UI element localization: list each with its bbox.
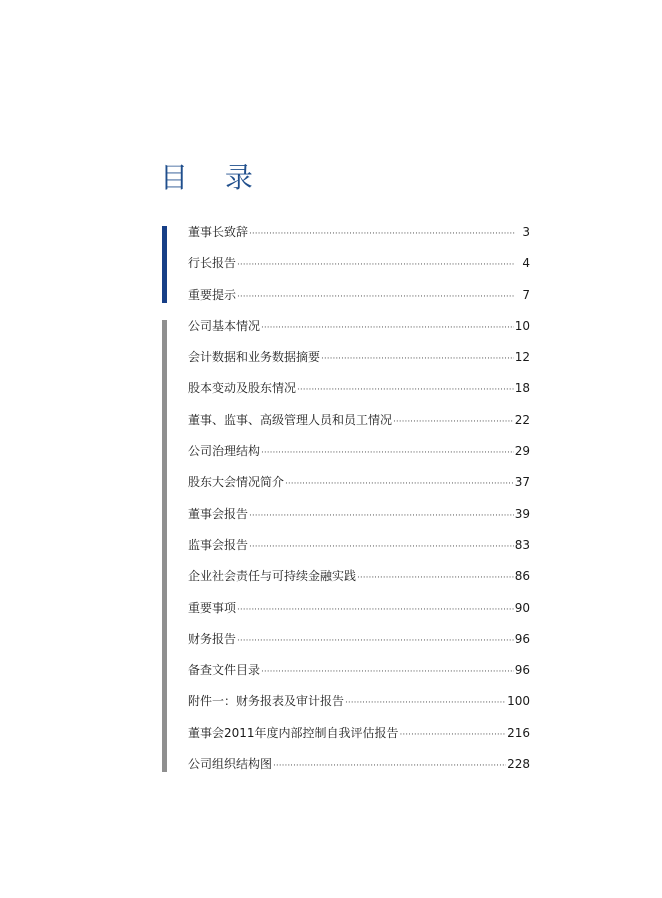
toc-entry-page: 22 (514, 412, 530, 427)
toc-entry-page: 86 (514, 569, 530, 584)
dot-leader (261, 448, 514, 458)
dot-leader (237, 605, 514, 615)
toc-entry-label: 股东大会情况简介 (188, 475, 285, 490)
dot-leader (345, 698, 506, 708)
toc-entry-label: 股本变动及股东情况 (188, 381, 297, 396)
toc-entry[interactable] (188, 599, 530, 630)
dot-leader (393, 417, 514, 427)
toc-entry[interactable] (188, 379, 530, 410)
dot-leader (357, 573, 514, 583)
toc-entry[interactable] (188, 692, 530, 723)
dot-leader (261, 667, 514, 677)
dot-leader (249, 511, 514, 521)
toc-entry-label: 公司基本情况 (188, 318, 261, 333)
toc-entry[interactable] (188, 505, 530, 536)
toc-entry[interactable] (188, 755, 530, 786)
toc-entry-label: 行长报告 (188, 256, 237, 271)
toc-entry-page: 83 (514, 537, 530, 552)
toc-entry[interactable] (188, 724, 530, 755)
toc-entry-label: 监事会报告 (188, 537, 249, 552)
dot-leader (237, 260, 515, 270)
toc-entry[interactable] (188, 254, 530, 285)
toc-entry-label: 董事会2011年度内部控制自我评估报告 (188, 725, 399, 740)
toc-entry-label: 董事会报告 (188, 506, 249, 521)
toc-entry-page: 3 (522, 225, 530, 239)
toc-entry-page: 4 (522, 256, 530, 271)
toc-entry-page: 216 (507, 725, 530, 740)
toc-entry-page: 39 (514, 506, 530, 521)
section-bar-primary (162, 226, 167, 303)
toc-entry[interactable] (188, 317, 530, 348)
toc-entry[interactable] (188, 661, 530, 692)
toc-entry-label: 重要事项 (188, 600, 237, 615)
dot-leader (237, 636, 514, 646)
toc-entry[interactable] (188, 630, 530, 661)
dot-leader (297, 385, 514, 395)
toc-entry-page: 100 (507, 694, 530, 709)
toc-entry[interactable] (188, 442, 530, 473)
toc-entry-label: 公司组织结构图 (188, 757, 273, 772)
toc-entry-page: 96 (514, 631, 530, 646)
toc-entry[interactable] (188, 536, 530, 567)
toc-entry-label: 董事长致辞 (188, 225, 249, 239)
toc-entry-page: 29 (514, 444, 530, 459)
dot-leader (285, 479, 514, 489)
toc-entry-label: 财务报告 (188, 631, 237, 646)
toc-entry-label: 公司治理结构 (188, 444, 261, 459)
toc-entry-page: 12 (514, 350, 530, 365)
dot-leader (261, 323, 514, 333)
toc-entry-page: 37 (514, 475, 530, 490)
dot-leader (321, 354, 514, 364)
toc-entry-page: 7 (522, 287, 530, 302)
toc-entry[interactable] (188, 286, 530, 317)
toc-entry-label: 重要提示 (188, 287, 237, 302)
toc-entry-page: 228 (507, 757, 530, 772)
dot-leader (273, 761, 506, 771)
toc-entry[interactable] (188, 223, 530, 254)
toc-entry-page: 18 (514, 381, 530, 396)
toc-entry-page: 90 (514, 600, 530, 615)
toc-entry-page: 96 (514, 663, 530, 678)
toc-entry-label: 企业社会责任与可持续金融实践 (188, 569, 357, 584)
toc-entry-label: 董事、监事、高级管理人员和员工情况 (188, 412, 393, 427)
toc-entry[interactable] (188, 411, 530, 442)
dot-leader (237, 292, 515, 302)
toc-entry[interactable] (188, 348, 530, 379)
dot-leader (249, 542, 514, 552)
section-bar-secondary (162, 320, 167, 772)
page-title: 目 录 (160, 161, 267, 194)
dot-leader (249, 229, 515, 239)
toc-entry[interactable] (188, 567, 530, 598)
table-of-contents (188, 223, 530, 786)
dot-leader (400, 730, 507, 740)
toc-entry-label: 会计数据和业务数据摘要 (188, 350, 321, 365)
toc-entry-label: 备查文件目录 (188, 663, 261, 678)
toc-entry[interactable] (188, 473, 530, 504)
toc-entry-label: 附件一：财务报表及审计报告 (188, 694, 345, 709)
toc-entry-page: 10 (514, 318, 530, 333)
